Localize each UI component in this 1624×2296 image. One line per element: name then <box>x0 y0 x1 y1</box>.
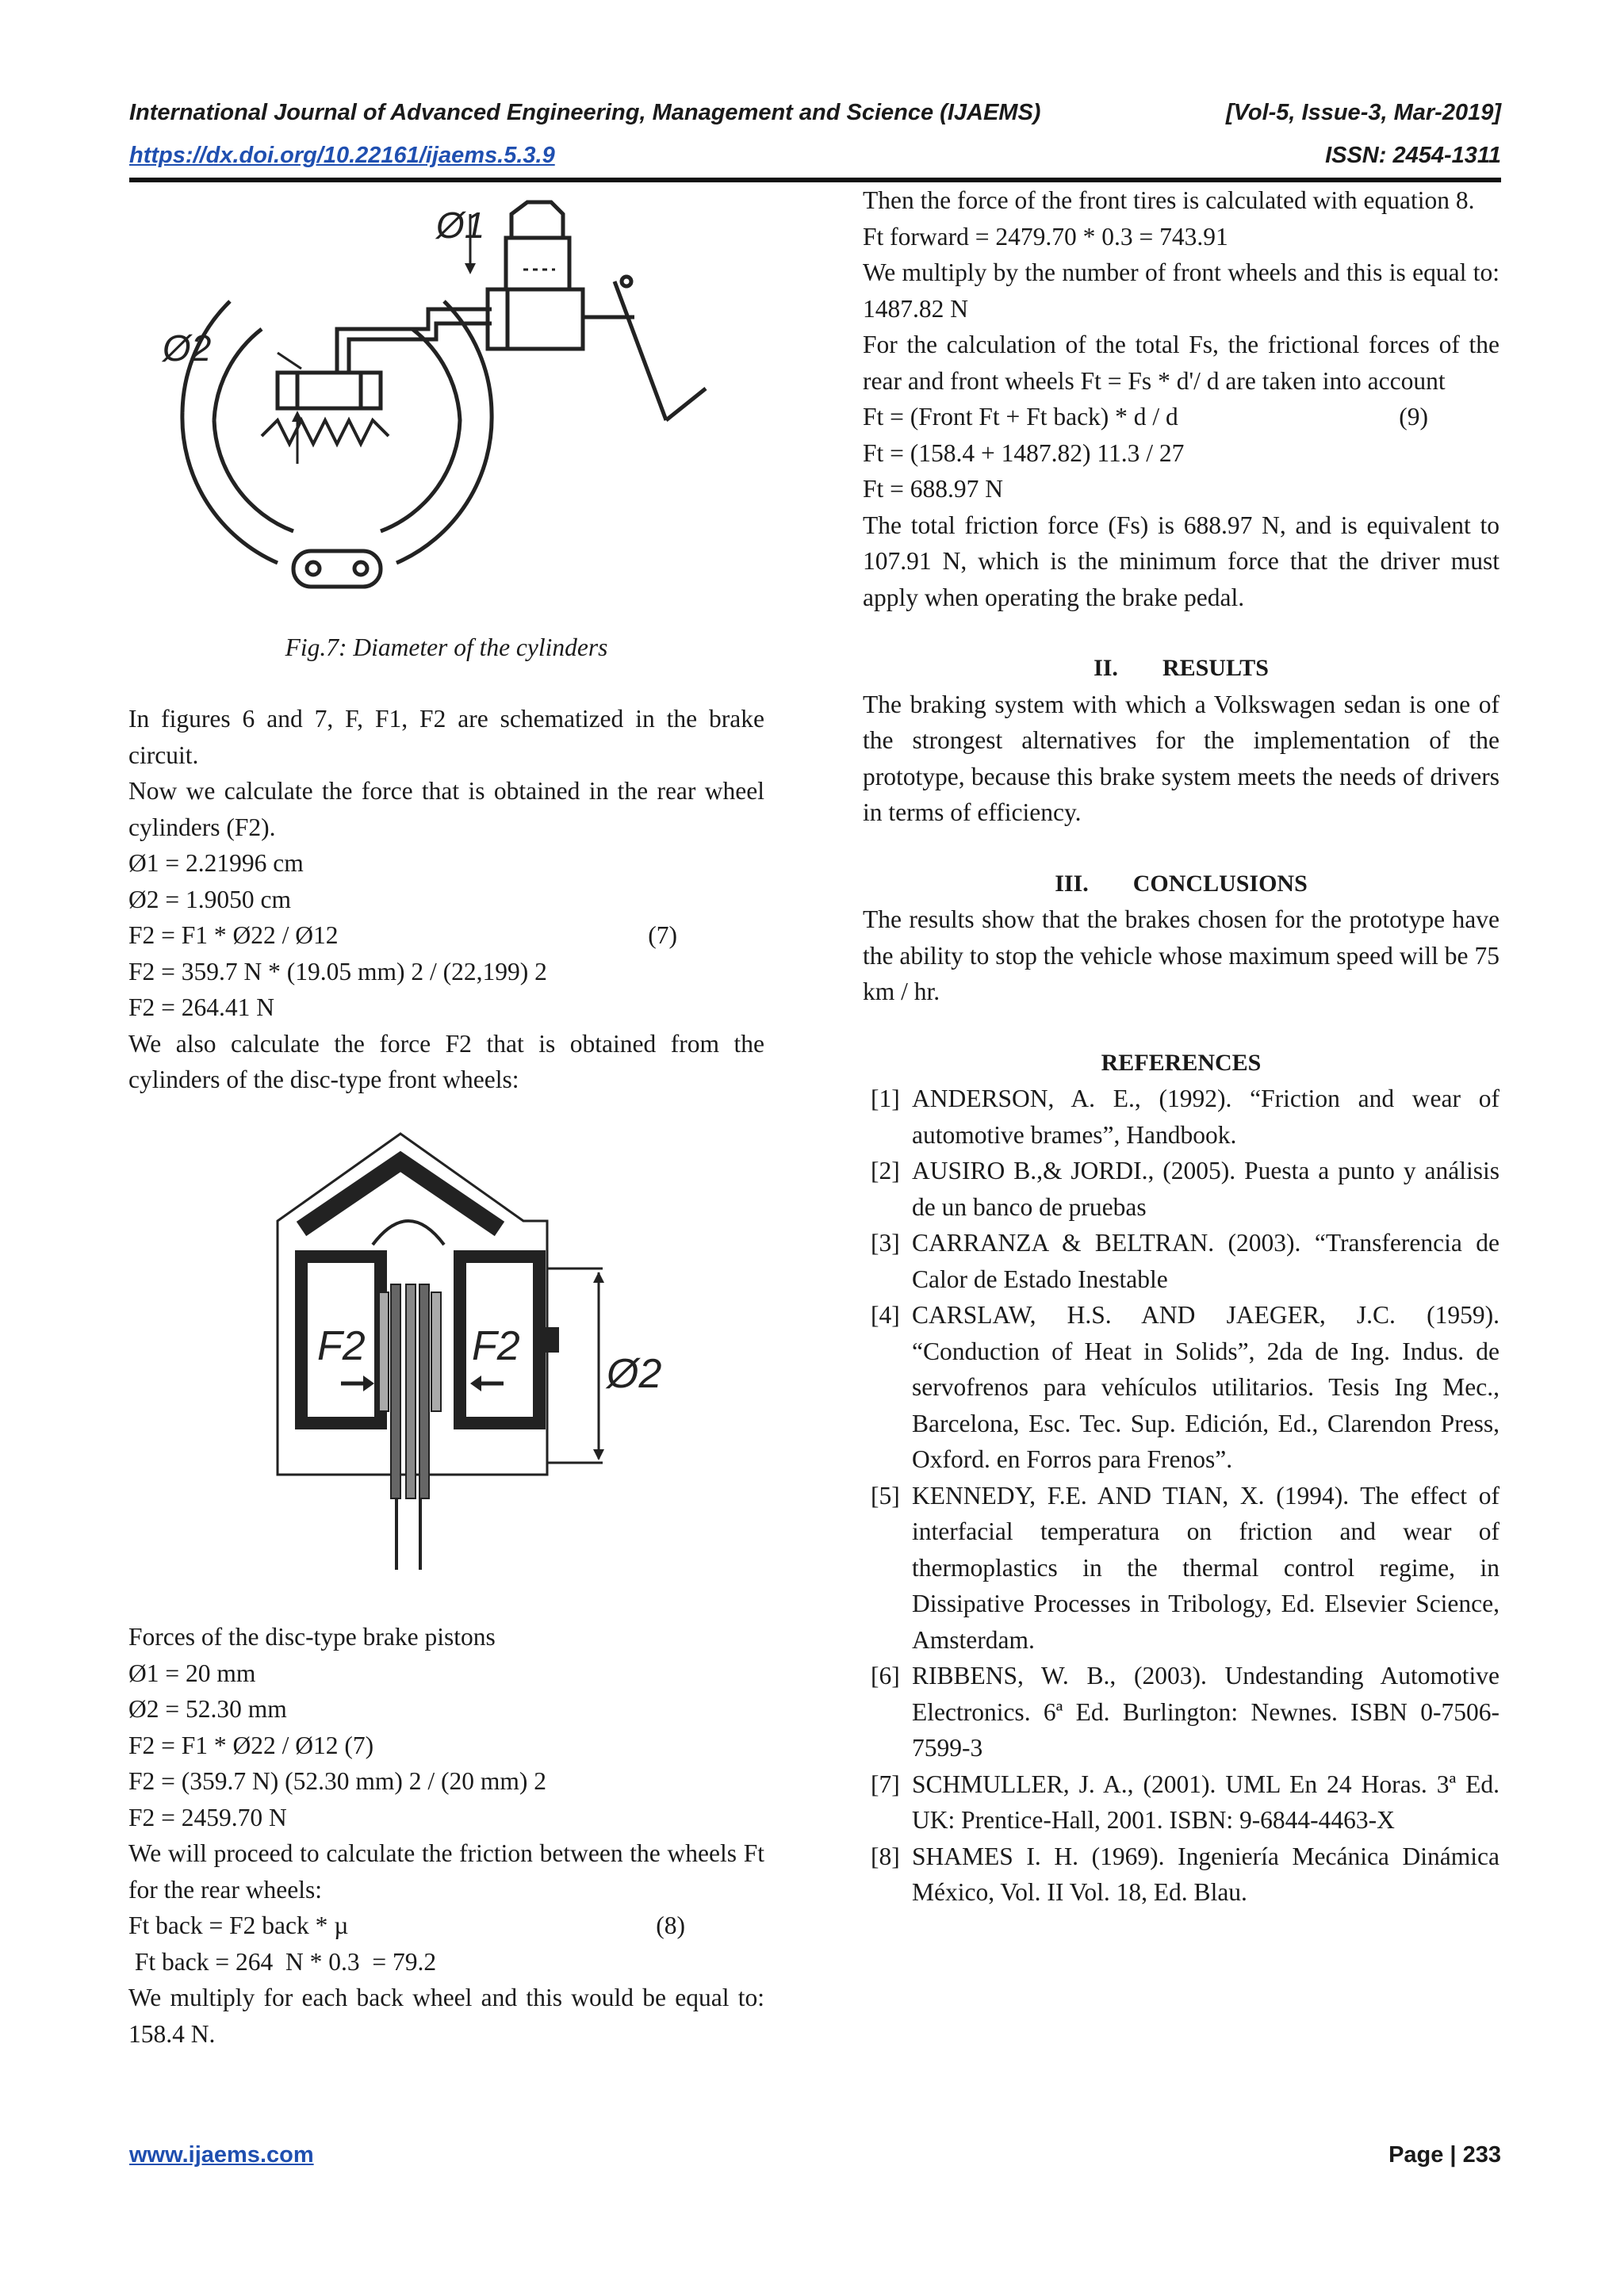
paragraph: The results show that the brakes chosen for the prototype have the ability to stop the vehicle whose maximum speed will be 75 km / hr. <box>863 905 1500 1005</box>
fig7-label-d1: Ø1 <box>436 205 485 246</box>
line: Ø1 = 20 mm <box>128 1659 256 1687</box>
equation-number: (9) <box>1399 403 1428 430</box>
running-header <box>129 100 1501 126</box>
line: F2 = F1 * Ø22 / Ø12 (7) <box>128 1731 374 1759</box>
doi-link[interactable]: https://dx.doi.org/10.22161/ijaems.5.3.9 <box>129 143 555 168</box>
volume-issue: [Vol-5, Issue-3, Mar-2019] <box>1225 100 1501 125</box>
line: F2 = 2459.70 N <box>128 1803 287 1831</box>
equation-9 <box>863 399 1500 435</box>
section-title: CONCLUSIONS <box>1132 870 1308 897</box>
page-number: Page | 233 <box>1388 2142 1501 2168</box>
line: Ft forward = 2479.70 * 0.3 = 743.91 <box>863 222 1228 251</box>
equation-text: F2 = F1 * Ø22 / Ø12 <box>128 921 339 949</box>
disc-brake-diagram <box>262 1126 674 1570</box>
line: Ft = (158.4 + 1487.82) 11.3 / 27 <box>863 438 1185 467</box>
paragraph: Then the force of the front tires is calculated with equation 8. <box>863 186 1475 214</box>
fig7-label-d2: Ø2 <box>163 327 212 369</box>
paragraph: Now we calculate the force that is obtained in the rear wheel cylinders (F2). <box>128 777 764 841</box>
fig7-drum-brake-diagram <box>159 190 730 603</box>
paragraph: We also calculate the force F2 that is obtained from the cylinders of the disc-type front wheels: <box>128 1029 764 1093</box>
issn: ISSN: 2454-1311 <box>1325 143 1501 168</box>
reference-item: [2] AUSIRO B.,& JORDI., (2005). Puesta a punto y análisis de un banco de pruebas <box>871 1157 1500 1221</box>
disc-label-d2: Ø2 <box>607 1351 662 1397</box>
paragraph: We multiply by the number of front wheels and this is equal to: 1487.82 N <box>863 258 1500 323</box>
equation-text: Ft back = F2 back * µ <box>128 1911 349 1939</box>
disc-label-f2-left: F2 <box>317 1323 366 1369</box>
equation-8 <box>128 1908 764 1944</box>
equation-number: (8) <box>656 1911 685 1939</box>
line: Ft back = 264 N * 0.3 = 79.2 <box>128 1947 437 1976</box>
line: Ø2 = 1.9050 cm <box>128 885 291 913</box>
fig7-caption-block <box>128 629 764 666</box>
disc-label-f2-right: F2 <box>472 1323 520 1369</box>
section-heading-conclusions <box>863 866 1500 902</box>
paragraph: The braking system with which a Volkswagen sedan is one of the strongest alternatives for the implementation of the prototype, because this brake system meets the needs of drivers in terms of efficiency. <box>863 690 1500 826</box>
section-title: RESULTS <box>1162 655 1269 681</box>
paragraph: The total friction force (Fs) is 688.97 N, and is equivalent to 107.91 N, which is the minimum force that the driver must apply when operating the brake pedal. <box>863 511 1500 611</box>
line: Ft = 688.97 N <box>863 475 1004 503</box>
reference-item: [1] ANDERSON, A. E., (1992). “Friction and wear of automotive brames”, Handbook. <box>871 1085 1500 1149</box>
section-number: II. <box>1094 655 1118 681</box>
equation-number: (7) <box>648 921 677 949</box>
reference-item: [8] SHAMES I. H. (1969). Ingeniería Mecánica Dinámica México, Vol. II Vol. 18, Ed. Blau. <box>871 1842 1500 1906</box>
paragraph: We will proceed to calculate the friction between the wheels Ft for the rear wheels: <box>128 1839 764 1904</box>
paragraph: For the calculation of the total Fs, the frictional forces of the rear and front wheels Ft = Fs * d'/ d are taken into account <box>863 331 1500 395</box>
references-heading: REFERENCES <box>1101 1049 1262 1076</box>
line: F2 = 264.41 N <box>128 993 275 1021</box>
reference-item: [6] RIBBENS, W. B., (2003). Undestanding Automotive Electronics. 6ª Ed. Burlington: Newnes. ISBN 0-7506-7599-3 <box>871 1662 1500 1762</box>
left-column-top <box>128 701 764 1098</box>
reference-list <box>863 1081 1500 1911</box>
equation-text: Ft = (Front Ft + Ft back) * d / d <box>863 403 1178 430</box>
journal-title: International Journal of Advanced Engineering, Management and Science (IJAEMS) <box>129 100 1041 125</box>
reference-item: [5] KENNEDY, F.E. AND TIAN, X. (1994). The effect of interfacial temperatura on friction and wear of thermoplastics in the thermal control regime, in Dissipative Processes in Tribology, Ed. Elsevier Science, Amsterdam. <box>871 1481 1500 1654</box>
reference-item: [7] SCHMULLER, J. A., (2001). UML En 24 Horas. 3ª Ed. UK: Prentice-Hall, 2001. ISBN: 9-6844-4463-X <box>871 1770 1500 1834</box>
line: Ø1 = 2.21996 cm <box>128 849 304 877</box>
footer-website-link[interactable]: www.ijaems.com <box>129 2142 314 2168</box>
section-heading-results <box>863 650 1500 687</box>
paragraph: We multiply for each back wheel and this would be equal to: 158.4 N. <box>128 1984 764 2048</box>
reference-item: [4] CARSLAW, H.S. AND JAEGER, J.C. (1959). “Conduction of Heat in Solids”, 2da de Ing. Indus. de servofrenos para vehículos utilitarios. Tesis Ing Mec., Barcelona, Esc. Tec. Sup. Edición, Ed., Clarendon Press, Oxford. en Forros para Frenos”. <box>871 1301 1500 1473</box>
equation-7 <box>128 917 764 954</box>
page-footer <box>129 2142 1501 2168</box>
section-number: III. <box>1055 870 1089 897</box>
line: F2 = (359.7 N) (52.30 mm) 2 / (20 mm) 2 <box>128 1767 546 1795</box>
running-header-2 <box>129 143 1501 169</box>
line: F2 = 359.7 N * (19.05 mm) 2 / (22,199) 2 <box>128 957 547 985</box>
paragraph: In figures 6 and 7, F, F1, F2 are schematized in the brake circuit. <box>128 705 764 769</box>
reference-item: [3] CARRANZA & BELTRAN. (2003). “Transferencia de Calor de Estado Inestable <box>871 1229 1500 1293</box>
line: Ø2 = 52.30 mm <box>128 1695 287 1723</box>
left-column-bottom <box>128 1619 764 2052</box>
paragraph: Forces of the disc-type brake pistons <box>128 1623 496 1651</box>
fig7-caption: Fig.7: Diameter of the cylinders <box>285 633 608 661</box>
right-column <box>863 182 1500 1911</box>
